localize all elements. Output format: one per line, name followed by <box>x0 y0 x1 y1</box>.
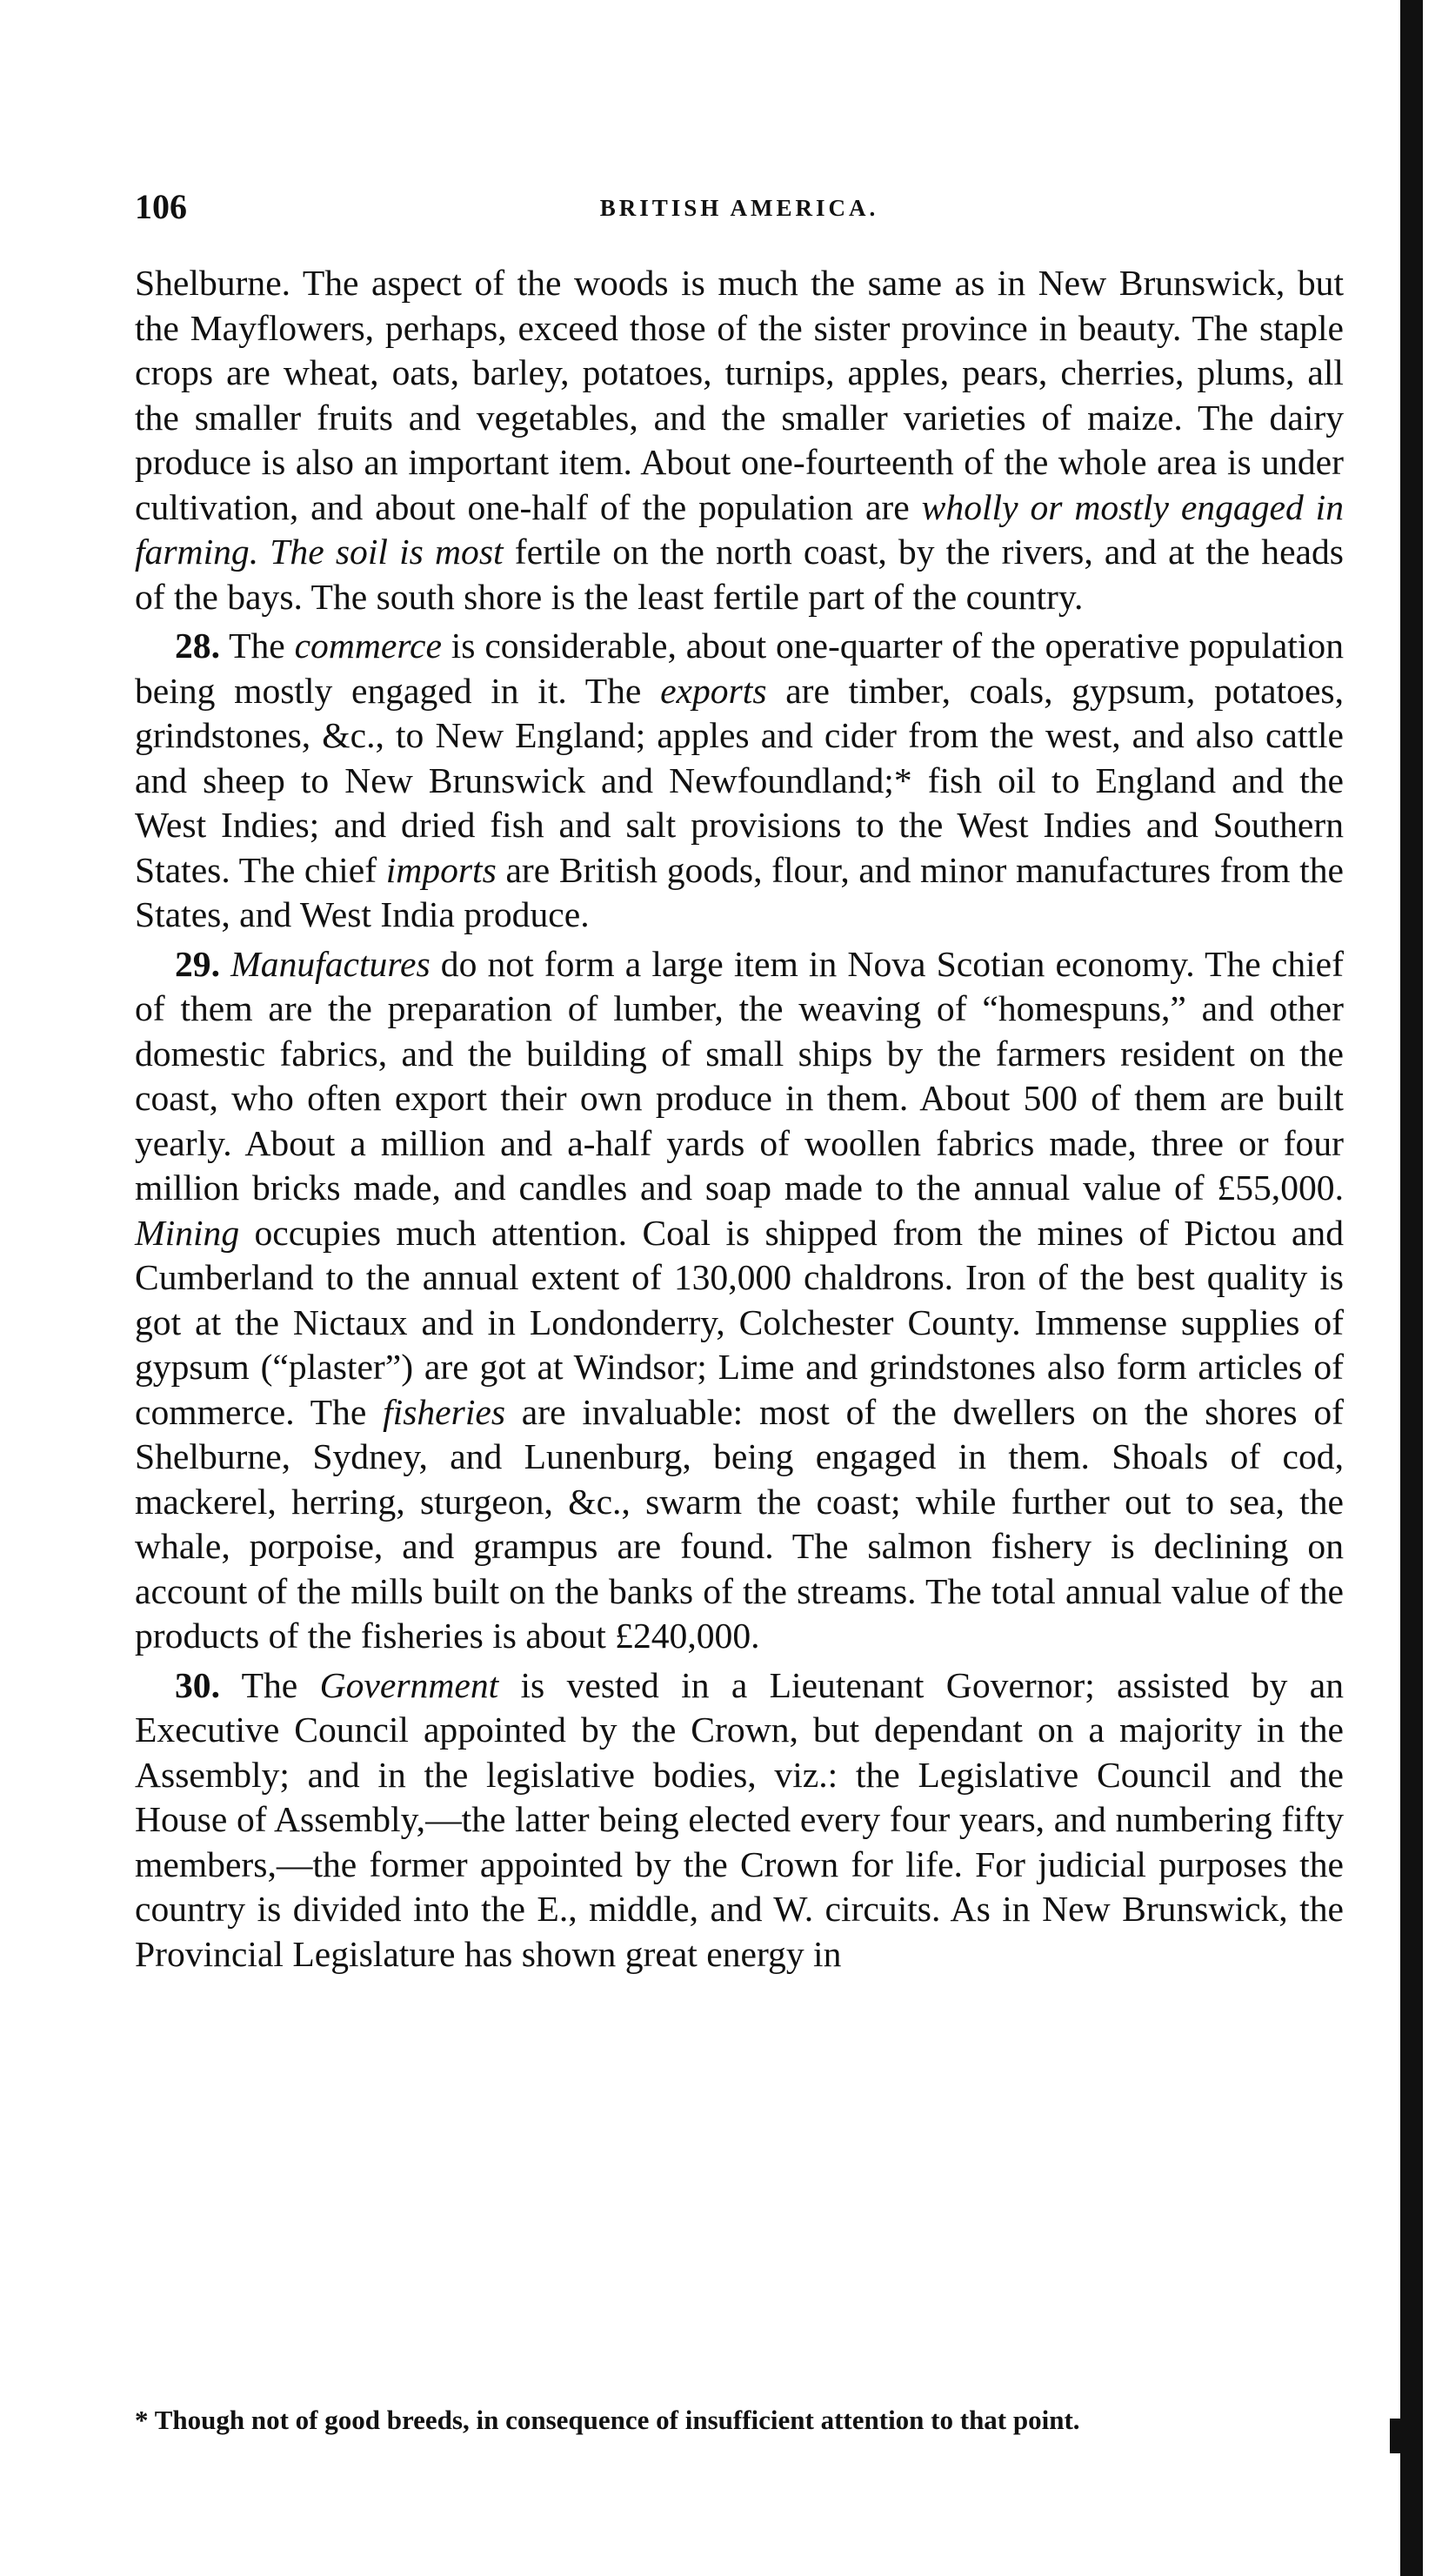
italic-term: Mining <box>135 1212 240 1253</box>
paragraph-27-continued <box>135 261 1344 619</box>
paragraph-29 <box>135 942 1344 1659</box>
section-number: 30. <box>175 1664 220 1705</box>
running-title: BRITISH AMERICA. <box>599 195 879 221</box>
running-head <box>135 186 1344 238</box>
para-text: fertile on the north coast, by the rivers, and at the heads of the bays. The south shore is the least fertile part of the country. <box>135 532 1344 617</box>
para-text: are timber, coals, gypsum, potatoes, grindstones, &c., to New England; apples and cider from the west, and also cattle and sheep to New Brunswick and Newfoundland;* fish oil to England and the West Indies; and dried fish and salt provisions to the West Indies and Southern States. The chief <box>135 670 1344 890</box>
section-number: 28. <box>175 626 220 666</box>
para-text: is considerable, about one-quarter of the operative population being mostly engaged in it. The <box>135 626 1344 711</box>
para-text: The <box>220 1664 320 1705</box>
para-text <box>220 944 230 984</box>
para-text: occupies much attention. Coal is shipped from the mines of Pictou and Cumberland to the annual extent of 130,000 chaldrons. Iron of the best quality is got at the Nictaux and in Londonderry, Colchester County. Immense supplies of gypsum (“plaster”) are got at Windsor; Lime and grindstones also form articles of commerce. The <box>135 1212 1344 1432</box>
scan-edge-notch <box>1390 2419 1400 2453</box>
italic-term: Government <box>319 1664 499 1705</box>
para-text: Shelburne. The aspect of the woods is much the same as in New Brunswick, but the Mayflowers, perhaps, exceed those of the sister province in beauty. The staple crops are wheat, oats, barley, potatoes, turnips, apples, pears, cherries, plums, all the smaller fruits and vegetables, and the smaller varieties of maize. The dairy produce is also an important item. About one-fourteenth of the whole area is under cultivation, and about one-half of the population are <box>135 263 1344 527</box>
para-text: are invaluable: most of the dwellers on the shores of Shelburne, Sydney, and Lunenburg, being engaged in them. Shoals of cod, mackerel, herring, sturgeon, &c., swarm the coast; while further out to sea, the whale, porpoise, and grampus are found. The salmon fishery is declining on account of the mills built on the banks of the streams. The total annual value of the products of the fisheries is about £240,000. <box>135 1391 1344 1656</box>
paragraph-28 <box>135 624 1344 938</box>
para-text: do not form a large item in Nova Scotian economy. The chief of them are the preparation of lumber, the weaving of “homespuns,” and other domestic fabrics, and the building of small ships by the farmers resident on the coast, who often export their own produce in them. About 500 of them are built yearly. About a million and a-half yards of woollen fabrics made, three or four million bricks made, and candles and soap made to the annual value of £55,000. <box>135 943 1344 1208</box>
footnote: * Though not of good breeds, in consequence of insufficient attention to that point. <box>135 2405 1080 2435</box>
body-text <box>135 261 1344 1981</box>
paragraph-30 <box>135 1663 1344 1977</box>
italic-term: imports <box>385 849 497 890</box>
italic-term: commerce <box>294 626 442 666</box>
italic-term: fisheries <box>383 1391 506 1432</box>
section-number: 29. <box>175 943 220 984</box>
para-text: are British goods, flour, and minor manufactures from the States, and West India produce. <box>135 849 1344 934</box>
para-italic-text: wholly or mostly engaged in farming. The soil is most <box>135 486 1344 572</box>
para-text: The <box>220 626 295 666</box>
scan-edge-bar <box>1400 0 1423 2576</box>
italic-term: Manufactures <box>230 943 431 984</box>
para-text: is vested in a Lieutenant Governor; assisted by an Executive Council appointed by the Crown, but dependant on a majority in the Assembly; and in the legislative bodies, viz.: the Legislative Council and the House of Assembly,—the latter being elected every four years, and numbering fifty members,—the former appointed by the Crown for life. For judicial purposes the country is divided into the E., middle, and W. circuits. As in New Brunswick, the Provincial Legislature has shown great energy in <box>135 1664 1344 1974</box>
italic-term: exports <box>660 670 767 711</box>
page-number: 106 <box>135 187 187 226</box>
